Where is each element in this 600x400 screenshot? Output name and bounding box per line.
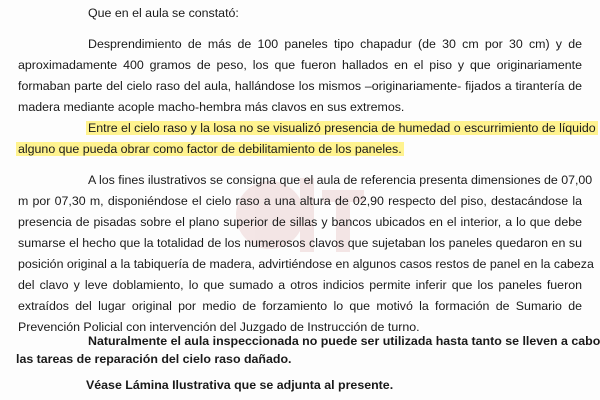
paragraph-1-line-2: aproximadamente 400 gramos de peso, los que fueron hallados en el piso y que originariamente xyxy=(18,58,582,72)
paragraph-5: Véase Lámina Ilustrativa que se adjunta al presente. xyxy=(86,378,394,392)
paragraph-2-line-1 xyxy=(86,121,598,136)
paragraph-1-line-3: formaban parte del cielo raso del aula, hallándose los mismos –originariamente- fijados a tirantería de xyxy=(18,79,582,93)
paragraph-3-line-4: sumarse el hecho que la totalidad de los numerosos clavos que sujetaban los paneles quedaron en su xyxy=(18,236,582,250)
section-heading: Que en el aula se constató: xyxy=(88,6,239,20)
paragraph-4-line-1: Naturalmente el aula inspeccionada no puede ser utilizada hasta tanto se lleven a cabo xyxy=(88,334,600,348)
paragraph-1-line-4: madera mediante acople macho-hembra más clavos en sus extremos. xyxy=(18,100,405,114)
highlighted-text: Entre el cielo raso y la losa no se visualizó presencia de humedad o escurrimiento de líquido xyxy=(88,121,596,135)
paragraph-3-line-5: posición original a la tabiquería de madera, advirtiéndose en algunos casos restos de panel en la cabeza xyxy=(18,257,594,271)
paragraph-3-line-1: A los fines ilustrativos se consigna que el aula de referencia presenta dimensiones de 07,00 xyxy=(88,173,593,187)
paragraph-3-line-7: extraídos del lugar original por medio de forzamiento lo que motivó la formación de Sumario de xyxy=(18,299,582,313)
paragraph-2-line-2 xyxy=(16,142,404,157)
paragraph-3-line-8: Prevención Policial con intervención del Juzgado de Instrucción de turno. xyxy=(18,320,420,334)
paragraph-3-line-2: m por 07,30 m, disponiéndose el cielo raso a una altura de 02,90 respecto del piso, destacándose la xyxy=(18,194,582,208)
highlighted-text: alguno que pueda obrar como factor de debilitamiento de los paneles. xyxy=(18,142,402,156)
paragraph-3-line-3: presencia de pisadas sobre el plano superior de sillas y bancos ubicados en el interior, a lo que debe xyxy=(18,215,582,229)
paragraph-4-line-2: las tareas de reparación del cielo raso dañado. xyxy=(16,352,292,366)
paragraph-1-line-1: Desprendimiento de más de 100 paneles tipo chapadur (de 30 cm por 30 cm) y de xyxy=(88,37,582,51)
paragraph-3-line-6: del clavo y leve doblamiento, lo que sumado a otros indicios permite inferir que los paneles fueron xyxy=(18,278,582,292)
